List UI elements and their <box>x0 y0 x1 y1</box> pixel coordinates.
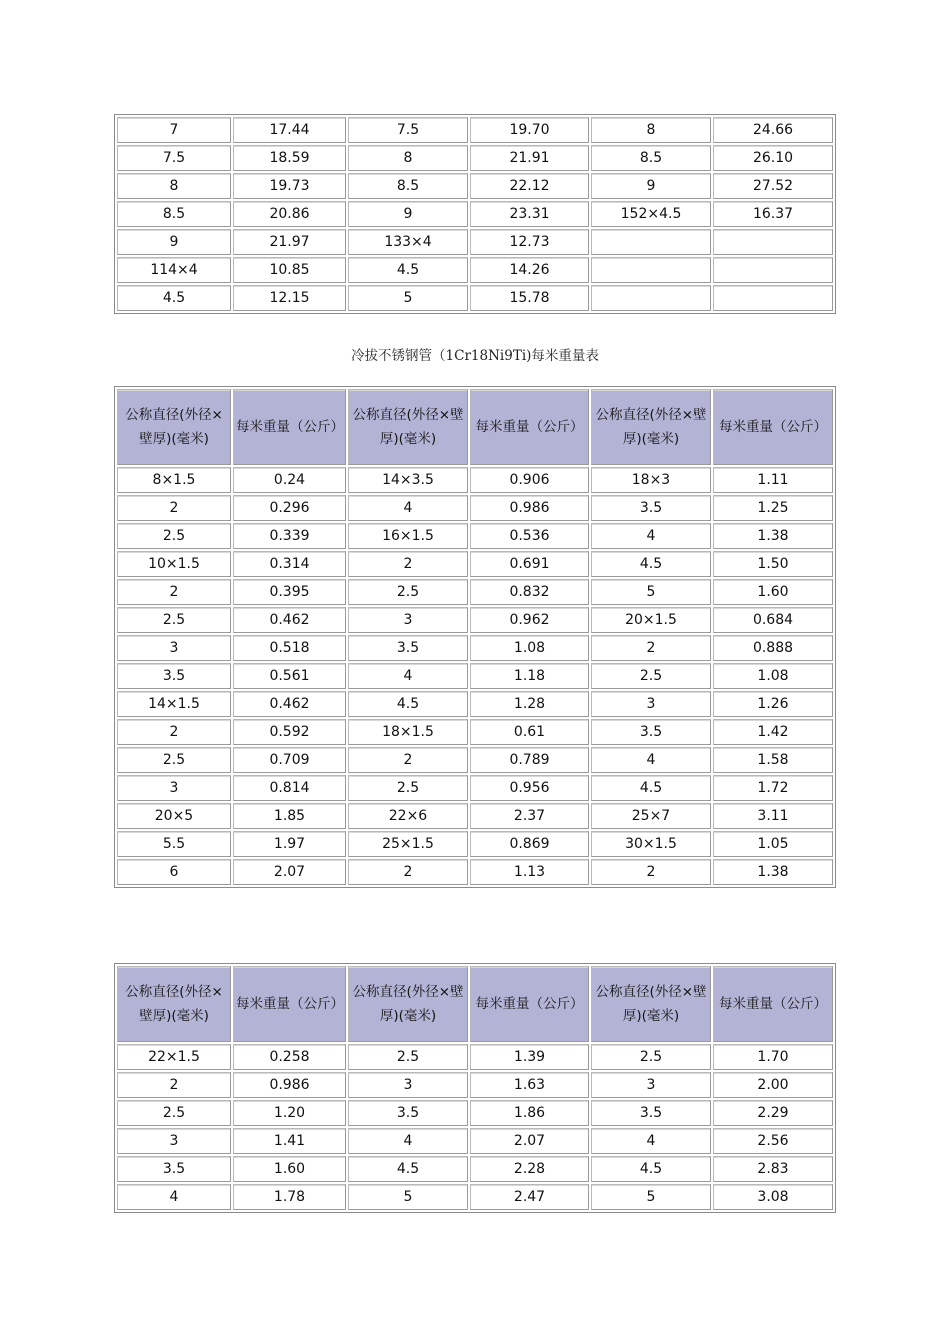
diameter-cell: 22×6 <box>348 803 468 829</box>
header-weight: 每米重量（公斤） <box>713 389 833 465</box>
diameter-cell: 10×1.5 <box>117 551 231 577</box>
table-row <box>117 551 833 577</box>
table-row <box>117 523 833 549</box>
table-row <box>117 145 833 171</box>
weight-cell: 1.28 <box>470 691 589 717</box>
diameter-cell: 3.5 <box>117 663 231 689</box>
diameter-cell: 8.5 <box>348 173 468 199</box>
weight-cell: 1.13 <box>470 859 589 885</box>
weight-cell: 3.08 <box>713 1184 833 1210</box>
diameter-cell: 3 <box>117 1128 231 1154</box>
header-diameter: 公称直径(外径×壁厚)(毫米) <box>591 389 711 465</box>
weight-cell: 26.10 <box>713 145 833 171</box>
diameter-cell: 4 <box>348 1128 468 1154</box>
weight-cell: 1.60 <box>233 1156 346 1182</box>
diameter-cell: 5.5 <box>117 831 231 857</box>
diameter-cell: 8 <box>117 173 231 199</box>
weight-cell: 21.97 <box>233 229 346 255</box>
diameter-cell: 4 <box>591 747 711 773</box>
diameter-cell: 3.5 <box>348 1100 468 1126</box>
table-row <box>117 1184 833 1210</box>
weight-cell: 2.28 <box>470 1156 589 1182</box>
diameter-cell: 3 <box>591 691 711 717</box>
weight-cell: 0.869 <box>470 831 589 857</box>
diameter-cell: 5 <box>591 579 711 605</box>
weight-cell: 0.691 <box>470 551 589 577</box>
weight-cell: 2.00 <box>713 1072 833 1098</box>
diameter-cell: 3.5 <box>591 495 711 521</box>
weight-cell: 1.78 <box>233 1184 346 1210</box>
diameter-cell: 7.5 <box>117 145 231 171</box>
diameter-cell <box>591 257 711 283</box>
diameter-cell: 25×7 <box>591 803 711 829</box>
table-row <box>117 201 833 227</box>
weight-cell: 3.11 <box>713 803 833 829</box>
diameter-cell: 8 <box>591 117 711 143</box>
table-row <box>117 1156 833 1182</box>
diameter-cell: 3.5 <box>591 719 711 745</box>
diameter-cell: 2 <box>117 1072 231 1098</box>
diameter-cell: 2 <box>591 635 711 661</box>
diameter-cell: 4.5 <box>348 1156 468 1182</box>
diameter-cell: 22×1.5 <box>117 1044 231 1070</box>
weight-cell: 1.97 <box>233 831 346 857</box>
weight-cell: 2.07 <box>233 859 346 885</box>
weight-cell: 21.91 <box>470 145 589 171</box>
weight-cell: 20.86 <box>233 201 346 227</box>
diameter-cell: 30×1.5 <box>591 831 711 857</box>
diameter-cell: 7.5 <box>348 117 468 143</box>
table-row <box>117 495 833 521</box>
diameter-cell: 133×4 <box>348 229 468 255</box>
weight-cell: 19.73 <box>233 173 346 199</box>
diameter-cell: 8 <box>348 145 468 171</box>
weight-cell <box>713 229 833 255</box>
table-row <box>117 663 833 689</box>
weight-table-continued-2 <box>114 963 836 1213</box>
diameter-cell: 2 <box>348 747 468 773</box>
header-diameter: 公称直径(外径×壁厚)(毫米) <box>348 389 468 465</box>
diameter-cell: 3 <box>117 635 231 661</box>
diameter-cell: 2 <box>348 551 468 577</box>
weight-cell: 1.58 <box>713 747 833 773</box>
diameter-cell: 4.5 <box>348 691 468 717</box>
diameter-cell <box>591 229 711 255</box>
diameter-cell: 2 <box>117 719 231 745</box>
weight-cell: 0.561 <box>233 663 346 689</box>
weight-cell: 1.72 <box>713 775 833 801</box>
header-diameter: 公称直径(外径×壁厚)(毫米) <box>117 389 231 465</box>
diameter-cell: 4.5 <box>591 551 711 577</box>
diameter-cell: 2.5 <box>348 1044 468 1070</box>
diameter-cell: 5 <box>348 1184 468 1210</box>
weight-cell: 1.85 <box>233 803 346 829</box>
weight-cell: 2.83 <box>713 1156 833 1182</box>
weight-cell: 1.05 <box>713 831 833 857</box>
table-row <box>117 775 833 801</box>
diameter-cell: 4 <box>117 1184 231 1210</box>
weight-cell: 24.66 <box>713 117 833 143</box>
weight-cell: 0.986 <box>233 1072 346 1098</box>
diameter-cell <box>591 285 711 311</box>
weight-cell: 12.15 <box>233 285 346 311</box>
table-caption: 冷拔不锈钢管（1Cr18Ni9Ti)每米重量表 <box>351 348 599 364</box>
diameter-cell: 5 <box>591 1184 711 1210</box>
weight-cell: 1.08 <box>713 663 833 689</box>
weight-cell: 0.832 <box>470 579 589 605</box>
weight-cell: 2.56 <box>713 1128 833 1154</box>
weight-cell: 1.38 <box>713 859 833 885</box>
weight-cell: 0.24 <box>233 467 346 493</box>
diameter-cell: 2 <box>117 495 231 521</box>
diameter-cell: 3 <box>348 607 468 633</box>
header-row <box>117 966 833 1042</box>
diameter-cell: 4 <box>591 1128 711 1154</box>
diameter-cell: 2.5 <box>591 663 711 689</box>
weight-cell: 1.26 <box>713 691 833 717</box>
weight-cell: 1.39 <box>470 1044 589 1070</box>
header-row <box>117 389 833 465</box>
diameter-cell: 3.5 <box>348 635 468 661</box>
table-row <box>117 1128 833 1154</box>
diameter-cell: 8.5 <box>117 201 231 227</box>
weight-cell: 1.41 <box>233 1128 346 1154</box>
weight-cell: 0.789 <box>470 747 589 773</box>
diameter-cell: 2 <box>117 579 231 605</box>
table-row <box>117 1100 833 1126</box>
header-weight: 每米重量（公斤） <box>713 966 833 1042</box>
diameter-cell: 6 <box>117 859 231 885</box>
diameter-cell: 3 <box>117 775 231 801</box>
table-row <box>117 117 833 143</box>
weight-cell: 1.38 <box>713 523 833 549</box>
weight-cell: 0.395 <box>233 579 346 605</box>
weight-cell: 0.592 <box>233 719 346 745</box>
table-row <box>117 229 833 255</box>
weight-cell: 1.11 <box>713 467 833 493</box>
weight-cell: 0.814 <box>233 775 346 801</box>
diameter-cell: 20×1.5 <box>591 607 711 633</box>
weight-cell: 2.29 <box>713 1100 833 1126</box>
weight-cell: 15.78 <box>470 285 589 311</box>
header-diameter: 公称直径(外径×壁厚)(毫米) <box>348 966 468 1042</box>
weight-cell: 1.42 <box>713 719 833 745</box>
table-row <box>117 467 833 493</box>
diameter-cell: 14×3.5 <box>348 467 468 493</box>
diameter-cell: 7 <box>117 117 231 143</box>
weight-cell: 0.61 <box>470 719 589 745</box>
table-row <box>117 719 833 745</box>
table-row <box>117 831 833 857</box>
weight-cell <box>713 257 833 283</box>
weight-cell: 1.20 <box>233 1100 346 1126</box>
weight-cell: 12.73 <box>470 229 589 255</box>
table-row <box>117 1044 833 1070</box>
diameter-cell: 4.5 <box>348 257 468 283</box>
weight-cell: 0.962 <box>470 607 589 633</box>
diameter-cell: 4.5 <box>591 1156 711 1182</box>
diameter-cell: 4.5 <box>117 285 231 311</box>
diameter-cell: 3.5 <box>591 1100 711 1126</box>
table-row <box>117 173 833 199</box>
diameter-cell: 8.5 <box>591 145 711 171</box>
weight-cell: 0.314 <box>233 551 346 577</box>
header-diameter: 公称直径(外径×壁厚)(毫米) <box>591 966 711 1042</box>
diameter-cell: 18×3 <box>591 467 711 493</box>
weight-cell: 16.37 <box>713 201 833 227</box>
diameter-cell: 114×4 <box>117 257 231 283</box>
diameter-cell: 18×1.5 <box>348 719 468 745</box>
weight-cell: 0.518 <box>233 635 346 661</box>
weight-cell: 2.47 <box>470 1184 589 1210</box>
weight-cell: 0.956 <box>470 775 589 801</box>
diameter-cell: 2.5 <box>591 1044 711 1070</box>
weight-cell: 0.296 <box>233 495 346 521</box>
diameter-cell: 14×1.5 <box>117 691 231 717</box>
diameter-cell: 16×1.5 <box>348 523 468 549</box>
table-row <box>117 257 833 283</box>
diameter-cell: 4 <box>591 523 711 549</box>
weight-cell: 27.52 <box>713 173 833 199</box>
weight-cell: 1.60 <box>713 579 833 605</box>
diameter-cell: 2.5 <box>117 607 231 633</box>
table-row <box>117 607 833 633</box>
diameter-cell: 5 <box>348 285 468 311</box>
weight-cell <box>713 285 833 311</box>
weight-cell: 0.684 <box>713 607 833 633</box>
diameter-cell: 2.5 <box>117 523 231 549</box>
header-weight: 每米重量（公斤） <box>233 389 346 465</box>
weight-cell: 0.258 <box>233 1044 346 1070</box>
diameter-cell: 4.5 <box>591 775 711 801</box>
weight-cell: 23.31 <box>470 201 589 227</box>
table-row <box>117 579 833 605</box>
table-row <box>117 285 833 311</box>
weight-cell: 1.50 <box>713 551 833 577</box>
weight-cell: 14.26 <box>470 257 589 283</box>
weight-cell: 0.888 <box>713 635 833 661</box>
weight-cell: 0.906 <box>470 467 589 493</box>
table-row <box>117 1072 833 1098</box>
diameter-cell: 4 <box>348 663 468 689</box>
weight-cell: 0.462 <box>233 607 346 633</box>
diameter-cell: 4 <box>348 495 468 521</box>
weight-cell: 1.70 <box>713 1044 833 1070</box>
diameter-cell: 20×5 <box>117 803 231 829</box>
diameter-cell: 2.5 <box>117 747 231 773</box>
diameter-cell: 9 <box>117 229 231 255</box>
weight-cell: 1.25 <box>713 495 833 521</box>
weight-cell: 0.462 <box>233 691 346 717</box>
weight-cell: 1.86 <box>470 1100 589 1126</box>
header-weight: 每米重量（公斤） <box>470 389 589 465</box>
weight-cell: 1.08 <box>470 635 589 661</box>
weight-cell: 2.37 <box>470 803 589 829</box>
weight-cell: 0.709 <box>233 747 346 773</box>
weight-cell: 1.18 <box>470 663 589 689</box>
diameter-cell: 3 <box>348 1072 468 1098</box>
diameter-cell: 2.5 <box>348 775 468 801</box>
diameter-cell: 8×1.5 <box>117 467 231 493</box>
table-row <box>117 803 833 829</box>
table-row <box>117 859 833 885</box>
diameter-cell: 3.5 <box>117 1156 231 1182</box>
weight-cell: 19.70 <box>470 117 589 143</box>
diameter-cell: 2.5 <box>117 1100 231 1126</box>
table-row <box>117 747 833 773</box>
diameter-cell: 2 <box>591 859 711 885</box>
weight-cell: 22.12 <box>470 173 589 199</box>
weight-cell: 17.44 <box>233 117 346 143</box>
weight-table-1cr18ni9ti <box>114 386 836 888</box>
diameter-cell: 9 <box>348 201 468 227</box>
weight-table-continued <box>114 114 836 314</box>
weight-cell: 1.63 <box>470 1072 589 1098</box>
diameter-cell: 3 <box>591 1072 711 1098</box>
header-weight: 每米重量（公斤） <box>470 966 589 1042</box>
weight-cell: 0.339 <box>233 523 346 549</box>
diameter-cell: 9 <box>591 173 711 199</box>
header-weight: 每米重量（公斤） <box>233 966 346 1042</box>
diameter-cell: 2 <box>348 859 468 885</box>
table-row <box>117 635 833 661</box>
weight-cell: 18.59 <box>233 145 346 171</box>
weight-cell: 0.536 <box>470 523 589 549</box>
diameter-cell: 25×1.5 <box>348 831 468 857</box>
weight-cell: 2.07 <box>470 1128 589 1154</box>
diameter-cell: 2.5 <box>348 579 468 605</box>
header-diameter: 公称直径(外径×壁厚)(毫米) <box>117 966 231 1042</box>
diameter-cell: 152×4.5 <box>591 201 711 227</box>
weight-cell: 10.85 <box>233 257 346 283</box>
weight-cell: 0.986 <box>470 495 589 521</box>
table-row <box>117 691 833 717</box>
